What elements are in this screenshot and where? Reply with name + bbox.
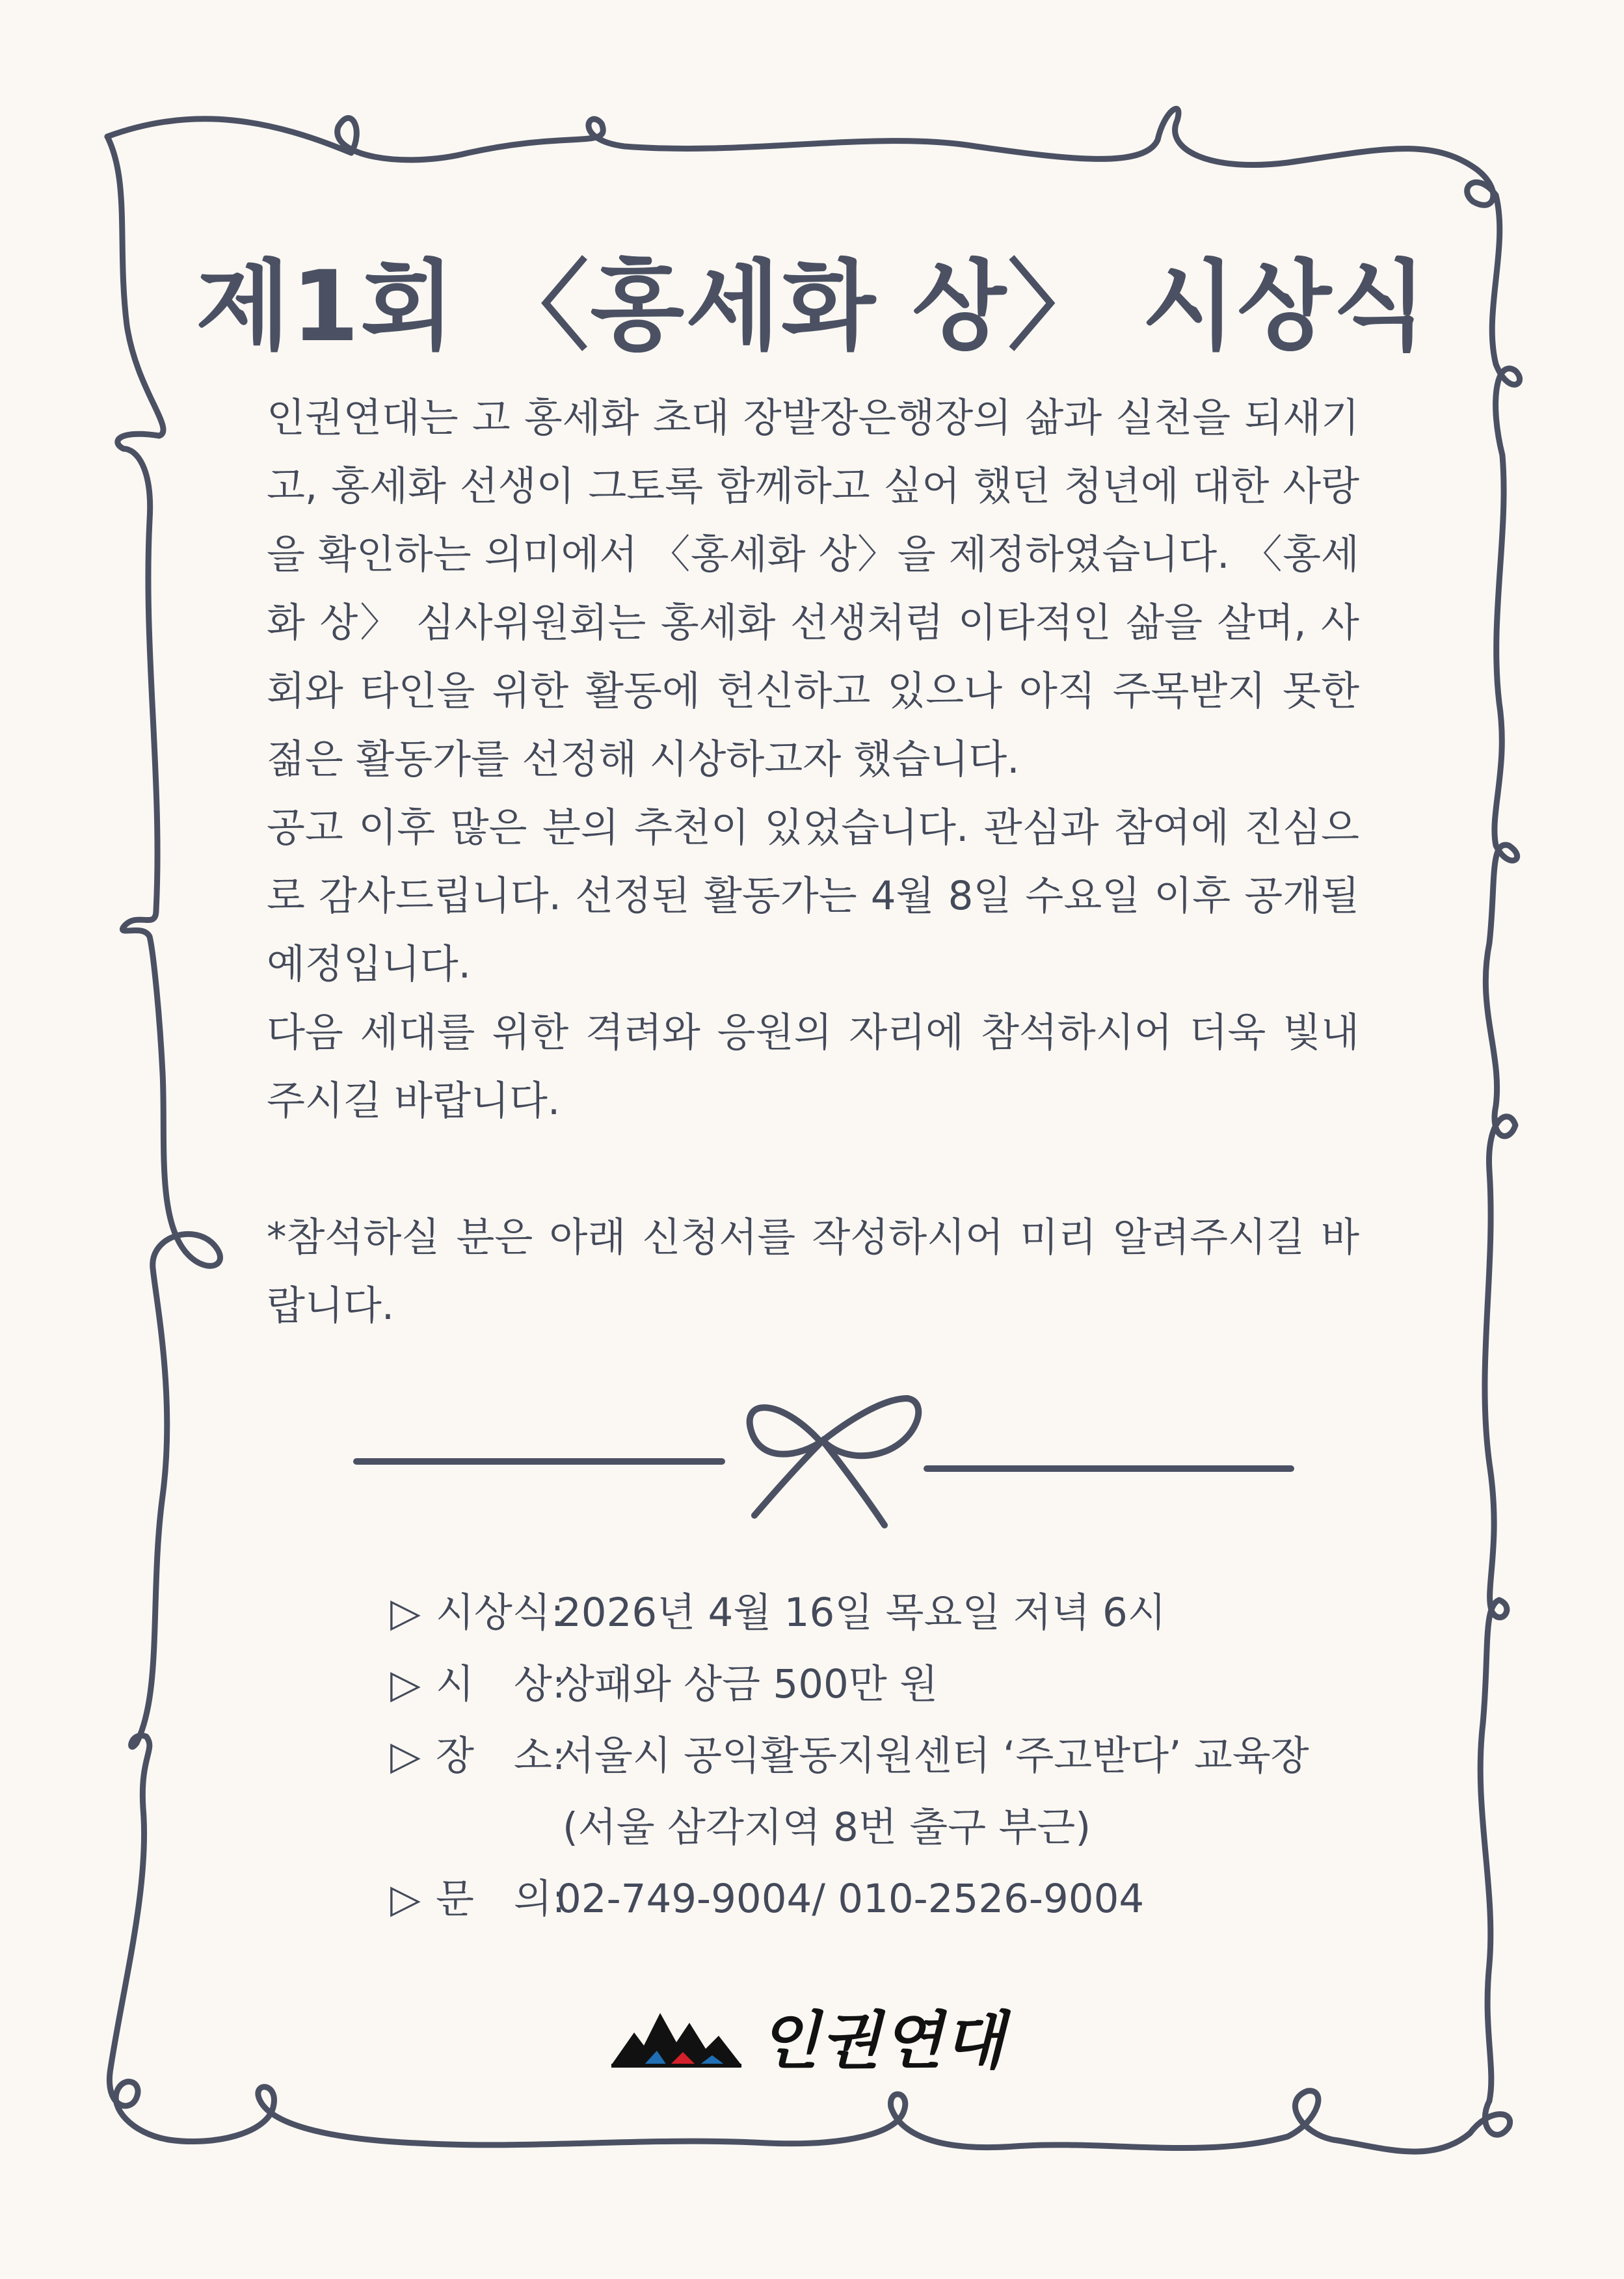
detail-value: 서울시 공익활동지원센터 ‘주고받다’ 교육장 [556, 1733, 1309, 1779]
mountains-icon [608, 2000, 745, 2072]
detail-value: (서울 삼각지역 8번 출구 부근) [563, 1804, 1091, 1850]
detail-value: 02-749-9004/ 010-2526-9004 [556, 1876, 1145, 1922]
frame-top [107, 109, 1476, 169]
detail-value: 2026년 4월 16일 목요일 저녁 6시 [556, 1590, 1166, 1636]
logo-text: 인권연대 [759, 2003, 1005, 2077]
event-details [390, 1577, 1309, 1935]
triangle-bullet-icon: ▷ [390, 1733, 421, 1779]
detail-row-ceremony [390, 1577, 1309, 1649]
triangle-bullet-icon: ▷ [390, 1590, 421, 1636]
paragraph-intro: 인권연대는 고 홍세화 초대 장발장은행장의 삶과 실천을 되새기고, 홍세화 선생이 그토록 함께하고 싶어 했던 청년에 대한 사랑을 확인하는 의미에서 〈홍세화 상〉을 제정하였습니다. 〈홍세화 상〉 심사위원회는 홍세화 선생처럼 이타적인 삶을 살며, 사회와 타인을 위한 활동에 헌신하고 있으나 아직 주목받지 못한 젊은 활동가를 선정해 시상하고자 했습니다. [267, 395, 1359, 782]
frame-bottom [116, 2087, 1510, 2152]
triangle-bullet-icon: ▷ [390, 1876, 421, 1922]
body-text [267, 384, 1359, 1340]
page-title: 제1회 〈홍세화 상〉 시상식 [195, 250, 1429, 364]
detail-row-award [390, 1649, 1309, 1720]
detail-label: 시 상: [436, 1661, 566, 1707]
frame-right [1467, 169, 1520, 2101]
detail-label: 장 소: [436, 1733, 566, 1779]
detail-row-contact [390, 1863, 1309, 1935]
triangle-bullet-icon: ▷ [390, 1661, 421, 1707]
bow-icon [750, 1398, 919, 1525]
attendance-note: *참석하실 분은 아래 신청서를 작성하시어 미리 알려주시길 바랍니다. [267, 1214, 1359, 1329]
detail-value: 상패와 상금 500만 원 [556, 1661, 938, 1707]
organization-logo [608, 1997, 1005, 2075]
detail-row-venue [390, 1720, 1309, 1792]
paragraph-invitation: 다음 세대를 위한 격려와 응원의 자리에 참석하시어 더욱 빛내주시길 바랍니다. [267, 1009, 1359, 1124]
frame-left [107, 137, 220, 2106]
paragraph-thanks: 공고 이후 많은 분의 추천이 있었습니다. 관심과 참여에 진심으로 감사드립니다. 선정된 활동가는 4월 8일 수요일 이후 공개될 예정입니다. [267, 805, 1359, 987]
detail-label: 문 의: [436, 1876, 566, 1922]
ribbon-divider [0, 1379, 1624, 1535]
detail-row-venue-note [390, 1792, 1309, 1863]
detail-label: 시상식: [436, 1590, 565, 1636]
